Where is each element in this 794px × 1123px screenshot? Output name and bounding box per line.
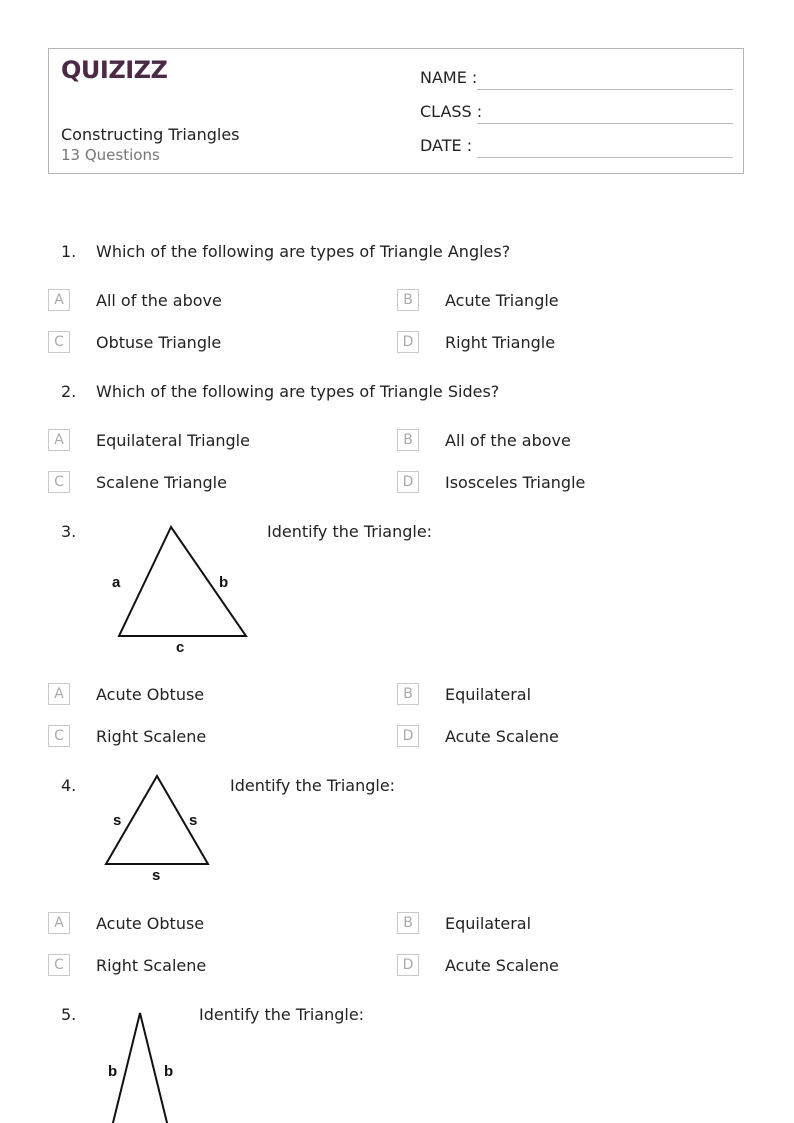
- option-d-box[interactable]: D: [397, 725, 419, 747]
- triangle-outline: [110, 1013, 170, 1123]
- question-number: 4.: [61, 776, 77, 795]
- question-text: Which of the following are types of Triangle Sides?: [96, 382, 500, 401]
- side-label: a: [112, 574, 121, 591]
- option-a-text: Equilateral Triangle: [96, 431, 250, 450]
- option-d-text: Acute Scalene: [445, 727, 559, 746]
- name-label: NAME :: [420, 68, 478, 87]
- option-d-box[interactable]: D: [397, 954, 419, 976]
- option-b-text: Equilateral: [445, 685, 532, 704]
- question-number: 3.: [61, 522, 77, 541]
- option-c-box[interactable]: C: [48, 954, 70, 976]
- name-line[interactable]: [477, 89, 733, 90]
- side-label: b: [164, 1063, 174, 1080]
- side-label: s: [189, 812, 198, 829]
- option-c-box[interactable]: C: [48, 725, 70, 747]
- side-label: b: [108, 1063, 118, 1080]
- class-label: CLASS :: [420, 102, 483, 121]
- option-b-box[interactable]: B: [397, 289, 419, 311]
- option-b-text: Equilateral: [445, 914, 532, 933]
- question-number: 1.: [61, 242, 77, 261]
- question-text: Identify the Triangle:: [199, 1005, 365, 1024]
- option-d-text: Acute Scalene: [445, 956, 559, 975]
- triangle-figure: [100, 520, 260, 660]
- option-c-text: Scalene Triangle: [96, 473, 227, 492]
- option-c-box[interactable]: C: [48, 471, 70, 493]
- side-label: s: [113, 812, 122, 829]
- side-label: s: [152, 867, 161, 884]
- option-a-text: Acute Obtuse: [96, 685, 205, 704]
- option-a-box[interactable]: A: [48, 289, 70, 311]
- option-a-text: Acute Obtuse: [96, 914, 205, 933]
- option-b-box[interactable]: B: [397, 912, 419, 934]
- option-a-box[interactable]: A: [48, 683, 70, 705]
- option-c-box[interactable]: C: [48, 331, 70, 353]
- option-d-text: Right Triangle: [445, 333, 556, 352]
- question-count: 13 Questions: [61, 146, 160, 164]
- option-b-text: All of the above: [445, 431, 571, 450]
- option-a-text: All of the above: [96, 291, 222, 310]
- side-label: c: [176, 639, 185, 656]
- option-a-box[interactable]: A: [48, 912, 70, 934]
- class-line[interactable]: [477, 123, 733, 124]
- option-a-box[interactable]: A: [48, 429, 70, 451]
- option-d-text: Isosceles Triangle: [445, 473, 586, 492]
- option-c-text: Right Scalene: [96, 956, 207, 975]
- side-label: b: [219, 574, 229, 591]
- option-d-box[interactable]: D: [397, 471, 419, 493]
- option-c-text: Right Scalene: [96, 727, 207, 746]
- question-number: 5.: [61, 1005, 77, 1024]
- question-text: Identify the Triangle:: [230, 776, 396, 795]
- worksheet-title: Constructing Triangles: [61, 125, 240, 144]
- triangle-figure: [100, 1005, 190, 1123]
- question-text: Which of the following are types of Triangle Angles?: [96, 242, 511, 261]
- option-c-text: Obtuse Triangle: [96, 333, 222, 352]
- quizizz-logo: QUIZIZZ: [61, 56, 168, 84]
- question-number: 2.: [61, 382, 77, 401]
- option-d-box[interactable]: D: [397, 331, 419, 353]
- date-line[interactable]: [477, 157, 733, 158]
- option-b-box[interactable]: B: [397, 429, 419, 451]
- date-label: DATE :: [420, 136, 473, 155]
- option-b-box[interactable]: B: [397, 683, 419, 705]
- triangle-figure: [100, 770, 220, 890]
- question-text: Identify the Triangle:: [267, 522, 433, 541]
- option-b-text: Acute Triangle: [445, 291, 559, 310]
